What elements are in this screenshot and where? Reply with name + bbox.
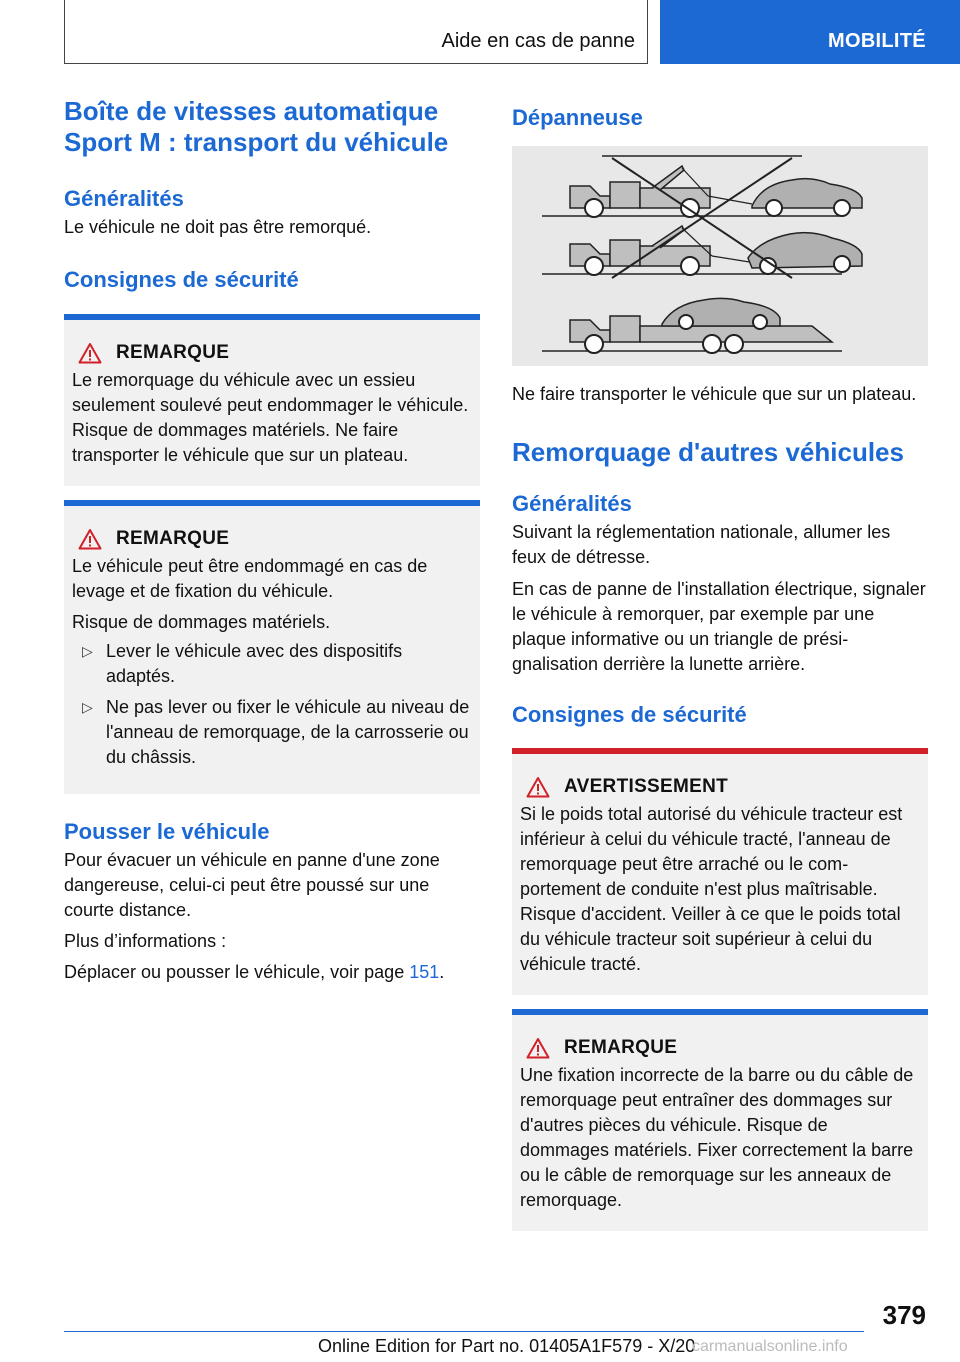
gen-text-1: Suivant la réglementation nationale, allumer les feux de détresse. <box>512 522 891 567</box>
notice-text-3: Une fixation incorrecte de la barre ou du câble de remorquage peut entraîner des dommages sur d'autres pièces du véhicule. Risque de dommages matériels. Fixer correctement la barre ou le câble de remorquage sur les anneaux de remorquage. <box>520 1065 914 1210</box>
list-item <box>72 695 472 770</box>
page-title: Boîte de vitesses automatique Sport M : transport du véhicule <box>64 96 449 157</box>
notice-title-1 <box>72 342 472 364</box>
notice-title-2 <box>72 528 472 550</box>
warning-label: AVERTISSEMENT <box>564 776 729 797</box>
notice-box-3 <box>512 1009 928 1231</box>
notice-label-1: REMARQUE <box>116 342 230 363</box>
pousser-heading: Pousser le véhicule <box>64 819 270 844</box>
gen-text-2: En cas de panne de l'installation électrique, signaler le véhicule à remorquer, par exemple par une plaque informative ou un triangle de présignalisation derrière la lunette arrière. <box>512 579 926 674</box>
plus-info-text: Plus d’informations : <box>64 931 227 951</box>
header-section-title: Aide en cas de panne <box>441 30 635 52</box>
notice-label-2: REMARQUE <box>116 528 230 549</box>
header-chapter-label: MOBILITÉ <box>828 30 926 52</box>
watermark: carmanualsonline.info <box>692 1338 848 1355</box>
bullet-triangle-icon: ▷ <box>82 699 93 715</box>
notice-text-2b: Risque de dommages matériels. <box>72 612 331 632</box>
notice-text-2a: Le véhicule peut être endommagé en cas de levage et de fixation du véhicule. <box>72 556 428 601</box>
remorquage-heading: Remorquage d'autres véhicules <box>512 437 904 467</box>
consignes-heading-right: Consignes de sécurité <box>512 702 747 727</box>
tow-truck-illustration <box>512 146 928 366</box>
bullet-text: Ne pas lever ou fixer le véhicule au niveau de l'anneau de remorquage, de la carrosserie ou du châssis. <box>106 697 470 767</box>
page-number: 379 <box>882 1300 926 1330</box>
notice-box-1 <box>64 314 480 486</box>
notice-bullets <box>72 639 472 770</box>
header-chapter-tab[interactable] <box>660 0 960 64</box>
deplacer-end: . <box>439 962 445 982</box>
consignes-heading: Consignes de sécurité <box>64 267 299 292</box>
generalites-text: Le véhicule ne doit pas être remorqué. <box>64 217 372 237</box>
warning-triangle-icon <box>526 1037 550 1059</box>
tow-method-crane <box>542 226 862 275</box>
warning-triangle-icon <box>78 342 102 364</box>
warning-title <box>520 776 920 798</box>
pousser-text: Pour évacuer un véhicule en panne d'une zone dangereuse, celui-ci peut être poussé sur une courte distance. <box>64 850 440 920</box>
depanneuse-heading: Dépanneuse <box>512 105 643 130</box>
list-item <box>72 639 472 689</box>
deplacer-text <box>64 960 480 985</box>
depanneuse-text: Ne faire transporter le véhicule que sur un plateau. <box>512 384 917 404</box>
tow-method-flatbed <box>542 298 842 353</box>
notice-title-3 <box>520 1037 920 1059</box>
notice-label-3: REMARQUE <box>564 1037 678 1058</box>
generalites-heading-right: Généralités <box>512 491 632 516</box>
right-column <box>512 96 928 1231</box>
generalites-heading: Généralités <box>64 186 184 211</box>
notice-text-1: Le remorquage du véhicule avec un essieu seulement soulevé peut endommager le véhicule. Risque de dommages matériels. Ne faire transporter le véhicule que sur un plateau. <box>72 370 469 465</box>
header-section-box <box>64 0 648 64</box>
warning-triangle-icon <box>78 528 102 550</box>
warning-triangle-icon <box>526 776 550 798</box>
deplacer-label: Déplacer ou pousser le véhicule, voir page <box>64 962 405 982</box>
page-link-151[interactable]: 151 <box>409 962 440 982</box>
warning-text: Si le poids total autorisé du véhicule tracteur est inférieur à celui du véhicule tracté, l'anneau de remorquage peut être arraché ou le comportement de conduite n'est plus maîtrisable. Risque d'accident. Veiller à ce que le poids total du véhicule tracteur soit supérieur à celui du véhicule tracté. <box>520 804 903 974</box>
bullet-text: Lever le véhicule avec des dispositifs adaptés. <box>106 641 403 686</box>
bullet-triangle-icon: ▷ <box>82 643 93 659</box>
warning-box <box>512 748 928 995</box>
footer-edition: Online Edition for Part no. 01405A1F579 - X/20 <box>318 1336 696 1356</box>
left-column <box>64 96 480 985</box>
notice-box-2 <box>64 500 480 794</box>
footer-divider <box>64 1331 864 1332</box>
tow-truck-diagram <box>512 146 928 366</box>
tow-method-wheel-lift <box>542 166 862 217</box>
